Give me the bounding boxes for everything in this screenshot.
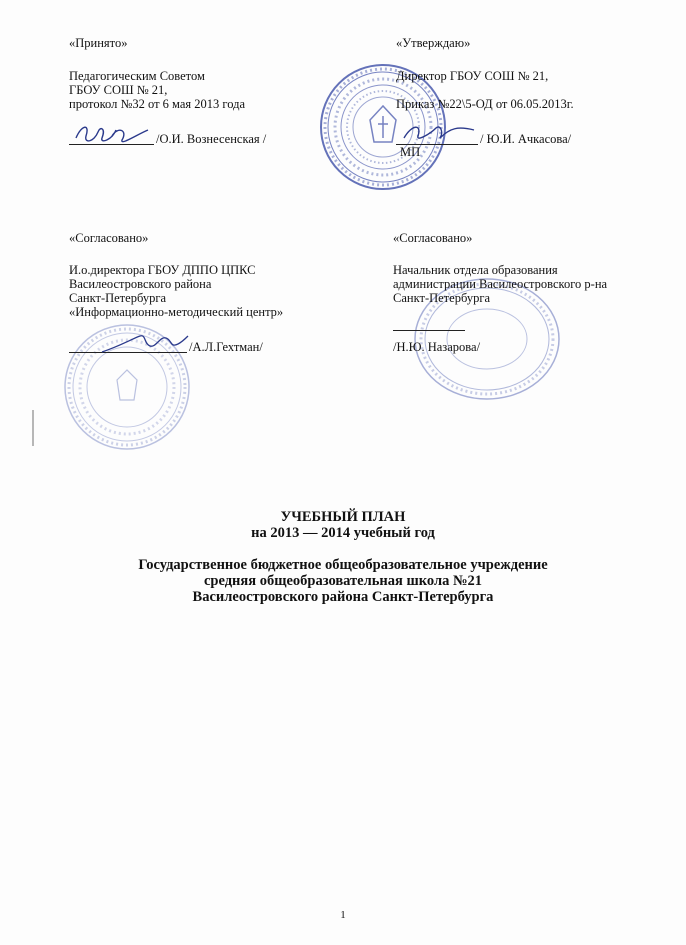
agreed-right-line-2: администрации Василеостровского р-на [393, 277, 608, 291]
institution-line-1: Государственное бюджетное общеобразовательное учреждение [138, 557, 548, 573]
document-title: УЧЕБНЫЙ ПЛАН [280, 509, 406, 525]
agreed-right-signature: /Н.Ю. Назарова/ [393, 340, 481, 354]
page-number: 1 [340, 909, 346, 921]
approved-line-3: протокол №32 от 6 мая 2013 года [69, 97, 246, 111]
agreed-left-handwritten-signature [100, 330, 190, 358]
approved-signature: /О.И. Вознесенская / [156, 132, 267, 146]
agreed-left-header: «Согласовано» [69, 231, 149, 245]
confirm-signature: / Ю.И. Ачкасова/ [480, 132, 572, 146]
agreed-left-signature: /А.Л.Гехтман/ [189, 340, 263, 354]
confirm-handwritten-signature [400, 118, 480, 148]
stamp-label: МП [400, 145, 421, 159]
confirm-header: «Утверждаю» [396, 36, 471, 50]
institution-line-2: средняя общеобразовательная школа №21 [203, 573, 483, 589]
agreed-right-header: «Согласовано» [393, 231, 473, 245]
confirm-line-2: Приказ №22\5-ОД от 06.05.2013г. [396, 97, 574, 111]
agreed-left-line-4: «Информационно-методический центр» [69, 305, 284, 319]
agreed-right-signature-line [393, 330, 465, 331]
approved-line-1: Педагогическим Советом [69, 69, 205, 83]
agreed-right-line-1: Начальник отдела образования [393, 263, 558, 277]
approved-handwritten-signature [72, 120, 152, 150]
agreed-left-line-3: Санкт-Петербурга [69, 291, 167, 305]
agreed-left-line-2: Василеостровского района [69, 277, 212, 291]
institution-line-3: Василеостровского района Санкт-Петербурга [192, 589, 494, 605]
approved-line-2: ГБОУ СОШ № 21, [69, 83, 168, 97]
document-subtitle: на 2013 — 2014 учебный год [251, 525, 435, 541]
approved-header: «Принято» [69, 36, 128, 50]
scan-margin-mark [32, 410, 34, 446]
agreed-left-line-1: И.о.директора ГБОУ ДППО ЦПКС [69, 263, 256, 277]
agreed-right-line-3: Санкт-Петербурга [393, 291, 491, 305]
confirm-line-1: Директор ГБОУ СОШ № 21, [396, 69, 549, 83]
